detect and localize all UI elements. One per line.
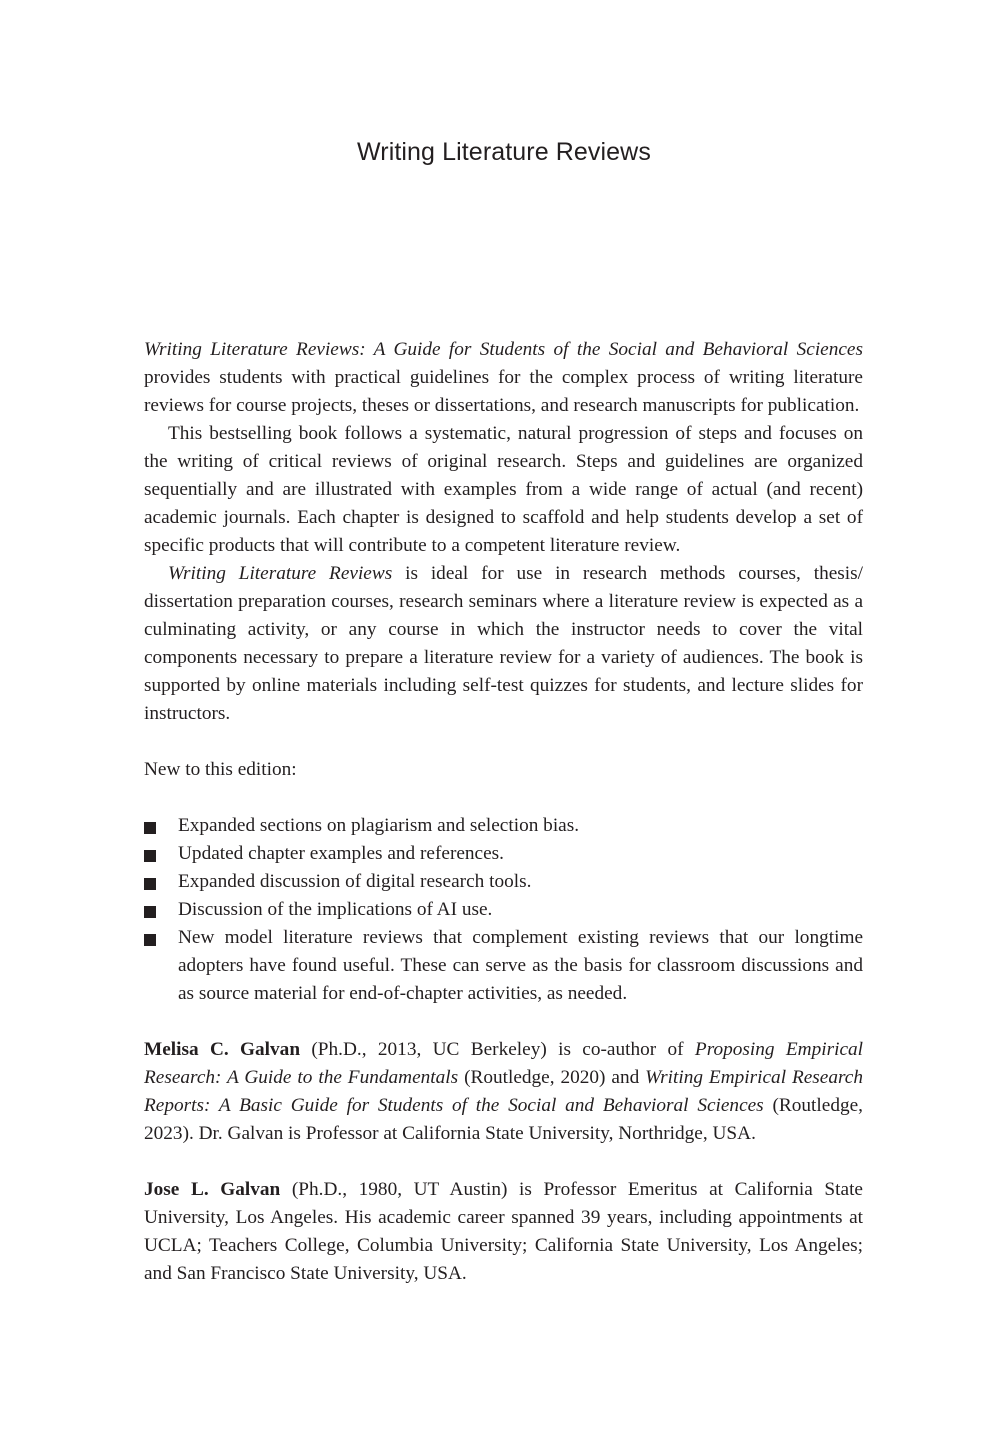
book-title-italic: Proposing Empirical Research: A Guide to the Fundamentals <box>144 1039 864 1088</box>
list-item <box>144 840 863 868</box>
square-bullet-icon <box>144 878 156 890</box>
list-item <box>144 924 863 1008</box>
bio-text: (Routledge, 2023). Dr. Galvan is Professor at California State University, Northridge, USA. <box>144 1095 863 1144</box>
square-bullet-icon <box>144 822 156 834</box>
description-text: is ideal for use in research methods courses, thesis/ dissertation preparation courses, research seminars where a literature review is expected as a culminating activity, or any course in which the instructor needs to cover the vital components necessary to prepare a literature review for a variety of audiences. The book is supported by online materials including self-test quizzes for students, and lecture slides for instructors. <box>144 563 863 724</box>
spacer <box>144 1148 863 1176</box>
new-edition-list <box>144 812 863 1008</box>
book-title-italic: Writing Literature Reviews <box>168 563 393 584</box>
bio-text: (Routledge, 2020) and <box>458 1067 646 1088</box>
square-bullet-icon <box>144 934 156 946</box>
spacer <box>144 728 863 756</box>
description-paragraph-3 <box>144 560 863 728</box>
list-item-text: Expanded sections on plagiarism and selection bias. <box>178 815 580 836</box>
square-bullet-icon <box>144 850 156 862</box>
back-cover-content <box>144 336 863 1288</box>
list-item <box>144 812 863 840</box>
book-title-italic: Writing Literature Reviews: A Guide for Students of the Social and Behavioral Sciences <box>144 339 863 360</box>
list-item <box>144 896 863 924</box>
list-item-text: New model literature reviews that complement existing reviews that our longtime adopters have found useful. These can serve as the basis for classroom discussions and as source material for end-of-chapter activities, as needed. <box>178 927 863 1004</box>
list-item <box>144 868 863 896</box>
description-paragraph-1 <box>144 336 863 420</box>
list-item-text: Updated chapter examples and references. <box>178 843 505 864</box>
author-name: Melisa C. Galvan <box>144 1039 301 1060</box>
author-bio-2 <box>144 1176 863 1288</box>
author-bio-1 <box>144 1036 863 1148</box>
author-name: Jose L. Galvan <box>144 1179 281 1200</box>
list-item-text: Expanded discussion of digital research tools. <box>178 871 532 892</box>
spacer <box>144 1008 863 1036</box>
list-item-text: Discussion of the implications of AI use. <box>178 899 493 920</box>
spacer <box>144 784 863 812</box>
description-paragraph-2: This bestselling book follows a systematic, natural progression of steps and focuses on the writing of critical reviews of original research. Steps and guidelines are organized sequentially and are illustrated with examples from a wide range of actual (and recent) academic journals. Each chapter is designed to scaffold and help students develop a set of specific products that will contribute to a competent literature review. <box>144 423 863 556</box>
bio-text: (Ph.D., 2013, UC Berkeley) is co-author of <box>300 1039 695 1060</box>
description-text: provides students with practical guidelines for the complex process of writing literature reviews for course projects, theses or dissertations, and research manuscripts for publication. <box>144 367 863 416</box>
square-bullet-icon <box>144 906 156 918</box>
page-title: Writing Literature Reviews <box>357 138 651 166</box>
book-title-italic: Writing Empirical Research Reports: A Basic Guide for Students of the Social and Behavioral Sciences <box>144 1067 863 1116</box>
bio-text: (Ph.D., 1980, UT Austin) is Professor Emeritus at California State University, Los Angeles. His academic career spanned 39 years, including appointments at UCLA; Teachers College, Columbia University; California State University, Los Angeles; and San Francisco State University, USA. <box>144 1179 863 1284</box>
new-edition-heading: New to this edition: <box>144 759 297 780</box>
